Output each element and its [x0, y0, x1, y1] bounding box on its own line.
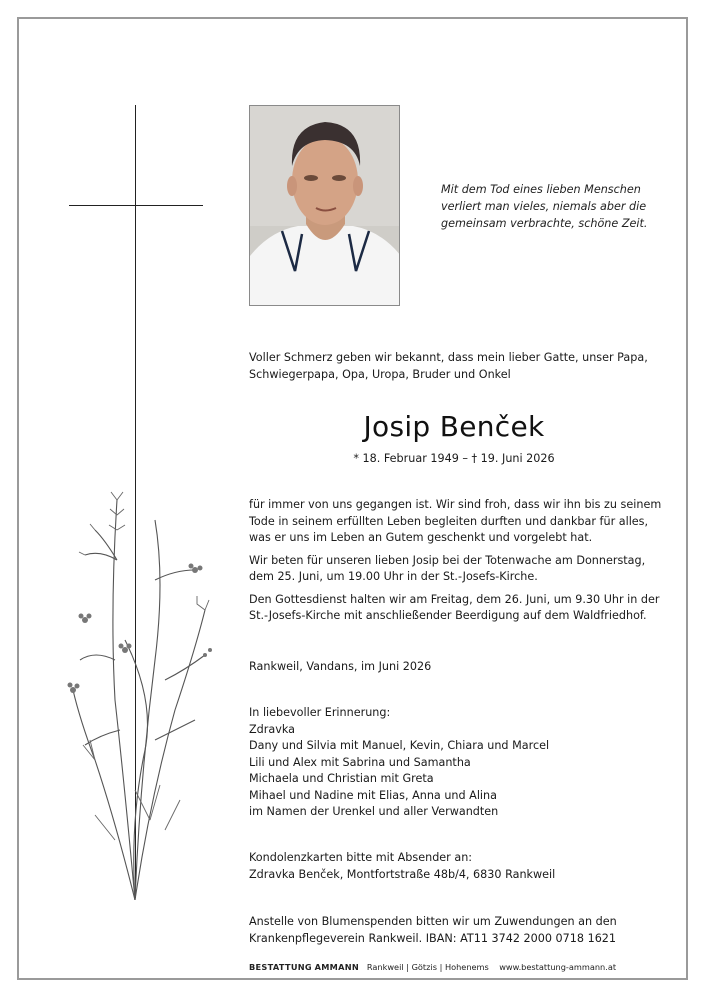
condolence-address	[249, 850, 669, 883]
memorial-quote	[441, 181, 656, 232]
quote-line: gemeinsam verbrachte, schöne Zeit.	[441, 217, 648, 230]
mourner-entry: Lili und Alex mit Sabrina und Samantha	[249, 755, 471, 769]
company-name-a: BESTATTUNG	[249, 962, 312, 972]
quote-line: verliert man vieles, niemals aber die	[441, 200, 647, 213]
portrait-photo	[249, 105, 400, 306]
body-line: dem 25. Juni, um 19.00 Uhr in der St.-Josefs-Kirche.	[249, 570, 538, 583]
mourners-heading: In liebevoller Erinnerung:	[249, 706, 391, 719]
announcement-intro	[249, 350, 669, 383]
intro-line: Voller Schmerz geben wir bekannt, dass mein lieber Gatte, unser Papa,	[249, 351, 648, 364]
place-and-date: Rankweil, Vandans, im Juni 2026	[249, 660, 432, 673]
mourner-entry: Dany und Silvia mit Manuel, Kevin, Chiara und Marcel	[249, 739, 550, 752]
body-line: St.-Josefs-Kirche mit anschließender Beerdigung auf dem Waldfriedhof.	[249, 609, 647, 622]
announcement-body	[249, 497, 669, 625]
mourner-entry: Mihael und Nadine mit Elias, Anna und Alina	[249, 788, 497, 802]
quote-line: Mit dem Tod eines lieben Menschen	[441, 183, 641, 196]
donation-line: Anstelle von Blumenspenden bitten wir um Zuwendungen an den	[249, 915, 617, 928]
mourner-entry: Zdravka	[249, 722, 295, 736]
body-line: was er uns im Leben an Gutem geschenkt und vorgelebt hat.	[249, 531, 593, 544]
mourner-entry: im Namen der Urenkel und aller Verwandten	[249, 805, 499, 818]
company-website: www.bestattung-ammann.at	[499, 962, 617, 972]
body-line: Den Gottesdienst halten wir am Freitag, dem 26. Juni, um 9.30 Uhr in der	[249, 592, 660, 606]
company-name-b: AMMANN	[314, 962, 360, 972]
life-dates: * 18. Februar 1949 – † 19. Juni 2026	[353, 452, 555, 465]
condolence-line: Kondolenzkarten bitte mit Absender an:	[249, 851, 473, 864]
donation-line: Krankenpflegeverein Rankweil. IBAN: AT11 3742 2000 0718 1621	[249, 931, 617, 945]
wildflower-drawing-icon	[55, 460, 225, 900]
company-locations: Rankweil | Götzis | Hohenems	[366, 962, 489, 972]
mourners-list	[249, 705, 669, 821]
body-line: für immer von uns gegangen ist. Wir sind froh, dass wir ihn bis zu seinem	[249, 498, 662, 511]
condolence-line: Zdravka Benček, Montfortstraße 48b/4, 6830 Rankweil	[249, 867, 556, 881]
mourner-entry: Michaela und Christian mit Greta	[249, 772, 434, 785]
funeral-home-footer	[249, 962, 616, 972]
donation-note	[249, 914, 669, 947]
body-line: Tode in seinem erfüllten Leben begleiten durften und dankbar für alles,	[249, 514, 649, 528]
body-line: Wir beten für unseren lieben Josip bei der Totenwache am Donnerstag,	[249, 553, 646, 567]
intro-line: Schwiegerpapa, Opa, Uropa, Bruder und Onkel	[249, 367, 511, 381]
cross-horizontal-beam	[69, 205, 203, 206]
deceased-name: Josip Benček	[363, 410, 545, 443]
